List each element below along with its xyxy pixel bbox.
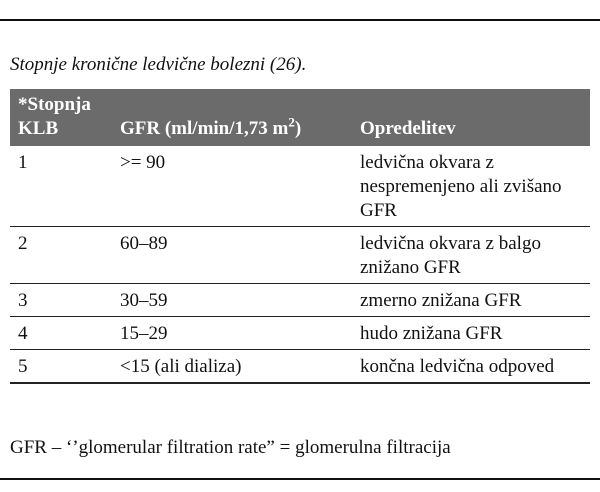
header-definition: Opredelitev [352,89,590,146]
cell-gfr: 60–89 [112,227,352,284]
cell-gfr: <15 (ali dializa) [112,350,352,384]
cell-definition: ledvična okvara z nespremenjeno ali zvišano GFR [352,146,590,227]
cell-definition: zmerno znižana GFR [352,284,590,317]
ckd-stages-table [10,89,590,384]
table-row [10,227,590,284]
cell-gfr: 15–29 [112,317,352,350]
header-stage-line1: *Stopnja [18,94,91,115]
bottom-rule [0,478,600,480]
table-footnote: GFR – ‘’glomerular filtration rate” = glomerulna filtracija [10,437,451,458]
header-stage-line2: KLB [18,118,59,139]
cell-gfr: >= 90 [112,146,352,227]
cell-gfr: 30–59 [112,284,352,317]
table-row [10,350,590,384]
table-caption: Stopnje kronične ledvične bolezni (26). [10,54,307,75]
table-row [10,146,590,227]
cell-stage: 3 [10,284,112,317]
header-gfr [112,89,352,146]
cell-definition: ledvična okvara z balgo znižano GFR [352,227,590,284]
cell-definition: končna ledvična odpoved [352,350,590,384]
table-header-row [10,89,590,146]
table-row [10,317,590,350]
cell-stage: 2 [10,227,112,284]
header-gfr-prefix: GFR (ml/min/1,73 m [120,118,289,139]
header-gfr-suffix: ) [294,118,302,139]
cell-stage: 4 [10,317,112,350]
cell-definition: hudo znižana GFR [352,317,590,350]
cell-stage: 1 [10,146,112,227]
cell-stage: 5 [10,350,112,384]
top-rule [0,19,600,21]
header-gfr-superscript: 2 [288,114,295,130]
header-stage [10,89,112,146]
table-row [10,284,590,317]
